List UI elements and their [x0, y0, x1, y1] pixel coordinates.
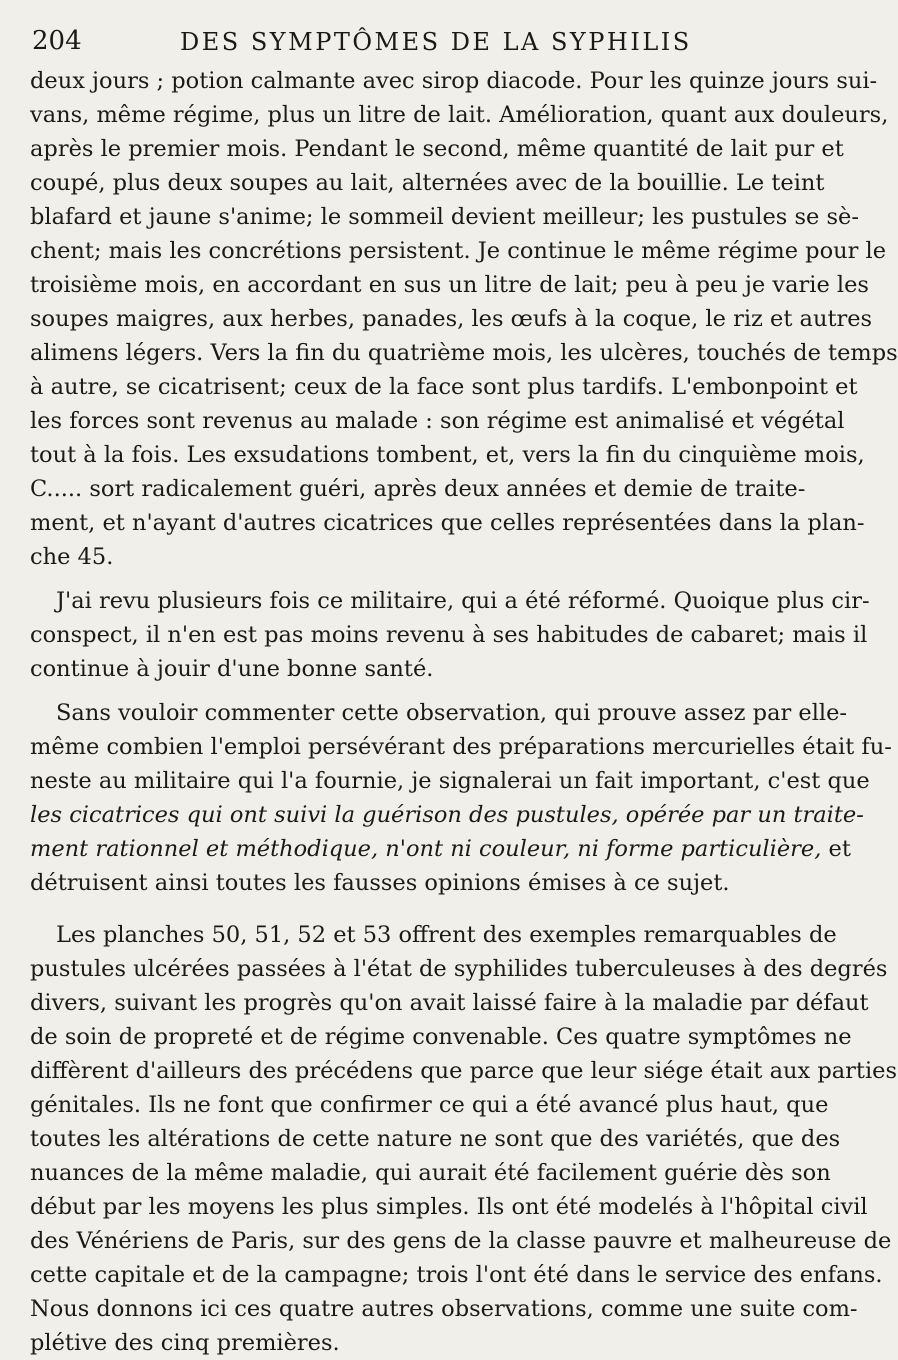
- text-line: divers, suivant les progrès qu'on avait laissé faire à la maladie par défaut: [30, 990, 869, 1016]
- text-line: pustules ulcérées passées à l'état de syphilides tuberculeuses à des degrés: [30, 956, 888, 982]
- text-line: Sans vouloir commenter cette observation, qui prouve assez par elle-: [56, 700, 848, 726]
- text-line: coupé, plus deux soupes au lait, alternées avec de la bouillie. Le teint: [30, 170, 825, 196]
- text-line: après le premier mois. Pendant le second, même quantité de lait pur et: [30, 136, 844, 162]
- text-line: alimens légers. Vers la fin du quatrième mois, les ulcères, touchés de temps: [30, 340, 898, 366]
- text-line: deux jours ; potion calmante avec sirop diacode. Pour les quinze jours sui-: [30, 68, 878, 94]
- text-line: Nous donnons ici ces quatre autres observations, comme une suite com-: [30, 1296, 858, 1322]
- roman-text: et: [821, 836, 851, 862]
- text-line: conspect, il n'en est pas moins revenu à ses habitudes de cabaret; mais il: [30, 622, 868, 648]
- paragraph: [30, 918, 898, 1360]
- text-line: vans, même régime, plus un litre de lait. Amélioration, quant aux douleurs,: [30, 102, 889, 128]
- text-line: génitales. Ils ne font que confirmer ce qui a été avancé plus haut, que: [30, 1092, 829, 1118]
- text-line: troisième mois, en accordant en sus un litre de lait; peu à peu je varie les: [30, 272, 869, 298]
- text-line: continue à jouir d'une bonne santé.: [30, 656, 434, 682]
- text-line: blafard et jaune s'anime; le sommeil devient meilleur; les pustules se sè-: [30, 204, 859, 230]
- text-line: détruisent ainsi toutes les fausses opinions émises à ce sujet.: [30, 870, 730, 896]
- text-line: les forces sont revenus au malade : son régime est animalisé et végétal: [30, 408, 845, 434]
- text-line: C..... sort radicalement guéri, après deux années et demie de traite-: [30, 476, 806, 502]
- italic-text: les cicatrices qui ont suivi la guérison des pustules, opérée par un traite-: [30, 802, 864, 828]
- text-line: che 45.: [30, 544, 114, 570]
- text-line: neste au militaire qui l'a fournie, je signalerai un fait important, c'est que: [30, 768, 870, 794]
- mixed-text-line: [30, 832, 851, 866]
- text-line: tout à la fois. Les exsudations tombent, et, vers la fin du cinquième mois,: [30, 442, 865, 468]
- italic-text: ment rationnel et méthodique, n'ont ni couleur, ni forme particulière,: [30, 836, 822, 862]
- text-line: diffèrent d'ailleurs des précédens que parce que leur siége était aux parties: [30, 1058, 898, 1084]
- text-line: de soin de propreté et de régime convenable. Ces quatre symptômes ne: [30, 1024, 852, 1050]
- running-head: DES SYMPTÔMES DE LA SYPHILIS: [180, 28, 692, 56]
- text-line: soupes maigres, aux herbes, panades, les œufs à la coque, le riz et autres: [30, 306, 873, 332]
- body-text: [30, 64, 898, 1360]
- text-line: cette capitale et de la campagne; trois l'ont été dans le service des enfans.: [30, 1262, 883, 1288]
- text-line: même combien l'emploi persévérant des préparations mercurielles était fu-: [30, 734, 892, 760]
- text-line: ment, et n'ayant d'autres cicatrices que celles représentées dans la plan-: [30, 510, 865, 536]
- text-line: des Vénériens de Paris, sur des gens de la classe pauvre et malheureuse de: [30, 1228, 892, 1254]
- paragraph: [30, 64, 898, 574]
- text-line: Les planches 50, 51, 52 et 53 offrent des exemples remarquables de: [56, 922, 837, 948]
- text-line: J'ai revu plusieurs fois ce militaire, qui a été réformé. Quoique plus cir-: [56, 588, 870, 614]
- text-line: début par les moyens les plus simples. Ils ont été modelés à l'hôpital civil: [30, 1194, 868, 1220]
- text-line: nuances de la même maladie, qui aurait été facilement guérie dès son: [30, 1160, 831, 1186]
- page-number: 204: [32, 26, 82, 56]
- paragraph: [30, 584, 870, 686]
- italic-text-line: [30, 798, 864, 832]
- paragraph: [30, 696, 892, 900]
- page-header: [32, 22, 768, 62]
- text-line: plétive des cinq premières.: [30, 1330, 340, 1356]
- text-line: toutes les altérations de cette nature ne sont que des variétés, que des: [30, 1126, 841, 1152]
- text-line: chent; mais les concrétions persistent. Je continue le même régime pour le: [30, 238, 887, 264]
- text-line: à autre, se cicatrisent; ceux de la face sont plus tardifs. L'embonpoint et: [30, 374, 858, 400]
